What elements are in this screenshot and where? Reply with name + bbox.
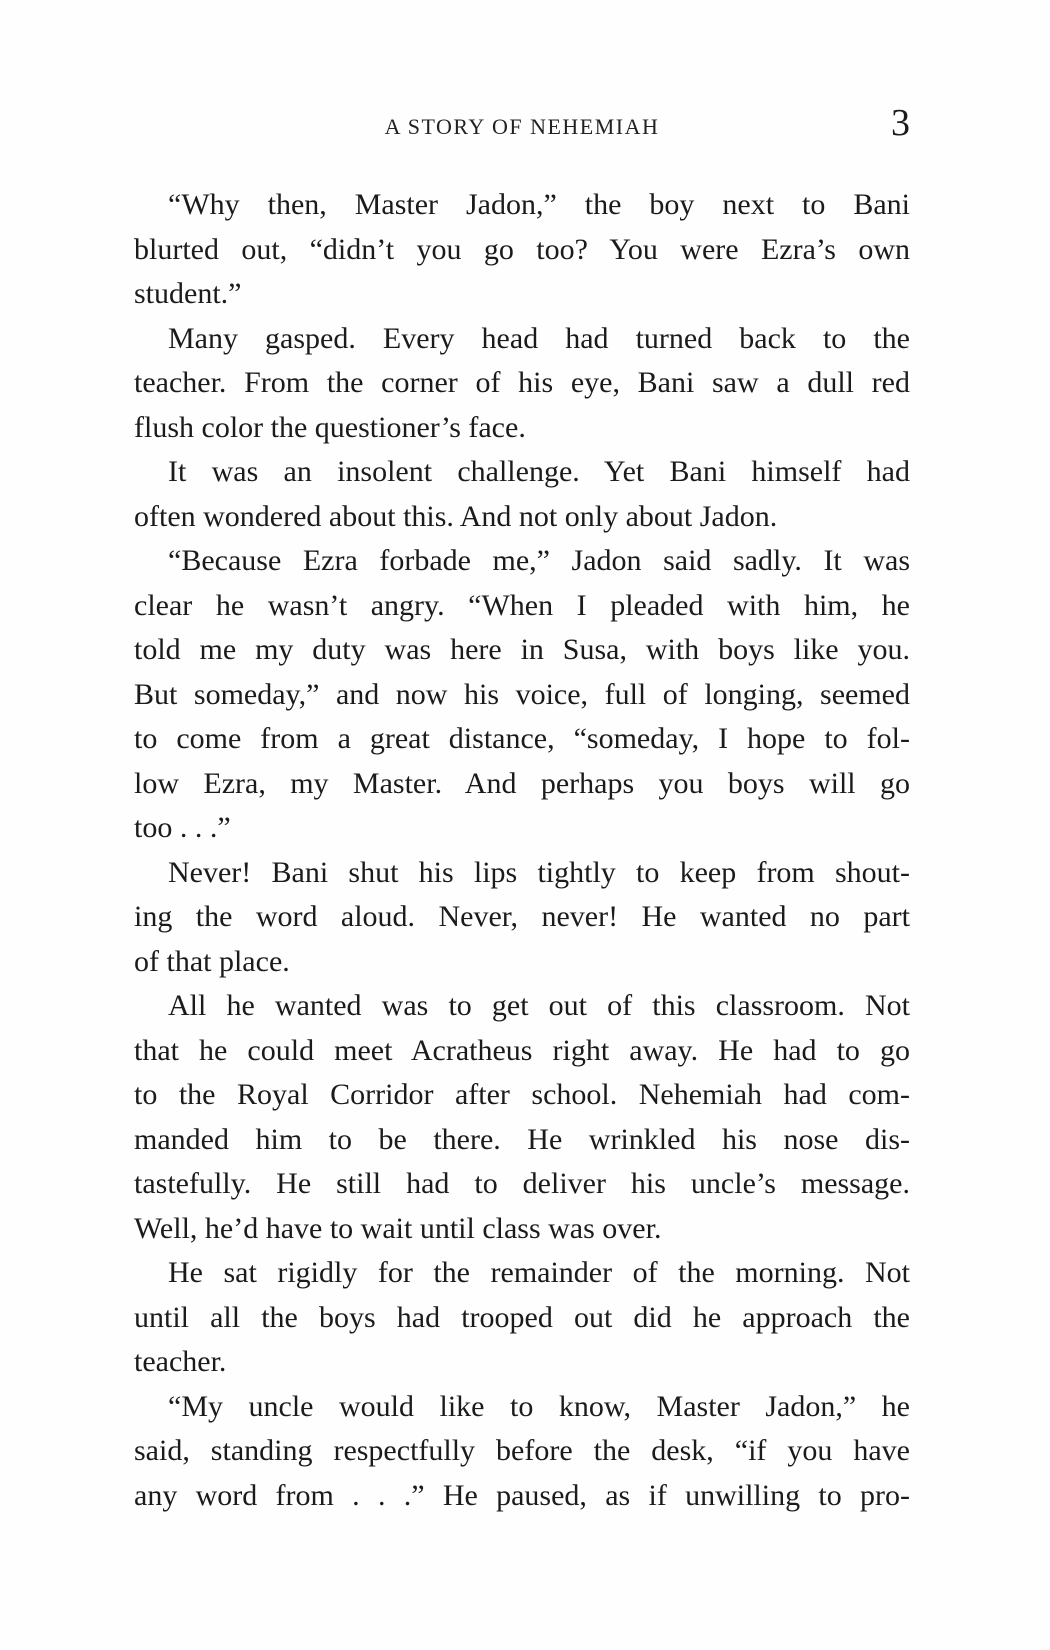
text-line: student.” [134, 277, 242, 310]
page-header [134, 0, 910, 160]
paragraph [134, 539, 910, 851]
text-line: Never! Bani shut his lips tightly to keep from shout- [168, 855, 910, 889]
text-line: to the Royal Corridor after school. Nehemiah had com- [134, 1078, 910, 1111]
text-line: But someday,” and now his voice, full of longing, seemed [134, 677, 910, 711]
text-line: He sat rigidly for the remainder of the morning. Not [168, 1256, 910, 1289]
text-line: said, standing respectfully before the desk, “if you have [134, 1434, 910, 1467]
text-line: “Because Ezra forbade me,” Jadon said sadly. It was [168, 544, 910, 577]
paragraph [134, 1385, 910, 1519]
text-line: to come from a great distance, “someday, I hope to fol- [134, 722, 910, 755]
paragraph [134, 183, 910, 317]
text-line: All he wanted was to get out of this classroom. Not [168, 989, 910, 1022]
text-line: too . . .” [134, 811, 231, 844]
paragraph [134, 984, 910, 1251]
running-title: A STORY OF NEHEMIAH [384, 114, 660, 139]
text-line: low Ezra, my Master. And perhaps you boys will go [134, 766, 910, 800]
text-line: told me my duty was here in Susa, with boys like you. [134, 633, 910, 666]
text-line: Many gasped. Every head had turned back to the [168, 321, 910, 355]
paragraph [134, 1251, 910, 1385]
text-line: blurted out, “didn’t you go too? You were Ezra’s own [134, 232, 910, 266]
paragraph [134, 317, 910, 451]
text-line: tastefully. He still had to deliver his uncle’s message. [134, 1167, 910, 1200]
text-line: Well, he’d have to wait until class was over. [134, 1211, 662, 1245]
text-line: until all the boys had trooped out did he approach the [134, 1300, 910, 1334]
text-line: “My uncle would like to know, Master Jadon,” he [168, 1389, 910, 1423]
page-body [134, 183, 910, 1518]
text-line: any word from . . .” He paused, as if unwilling to pro- [134, 1478, 910, 1512]
text-line: flush color the questioner’s face. [134, 410, 526, 444]
text-line: often wondered about this. And not only about Jadon. [134, 499, 778, 533]
paragraph [134, 851, 910, 985]
text-line: that he could meet Acratheus right away. He had to go [134, 1033, 910, 1067]
text-line: teacher. [134, 1345, 227, 1378]
text-line: ing the word aloud. Never, never! He wanted no part [134, 900, 910, 933]
page-number: 3 [891, 102, 910, 144]
text-line: of that place. [134, 944, 290, 978]
text-line: teacher. From the corner of his eye, Bani saw a dull red [134, 366, 910, 399]
text-line: “Why then, Master Jadon,” the boy next to Bani [168, 188, 910, 221]
text-line: It was an insolent challenge. Yet Bani himself had [168, 455, 910, 488]
text-line: clear he wasn’t angry. “When I pleaded with him, he [134, 588, 910, 622]
paragraph [134, 450, 910, 539]
text-line: manded him to be there. He wrinkled his nose dis- [134, 1122, 910, 1156]
